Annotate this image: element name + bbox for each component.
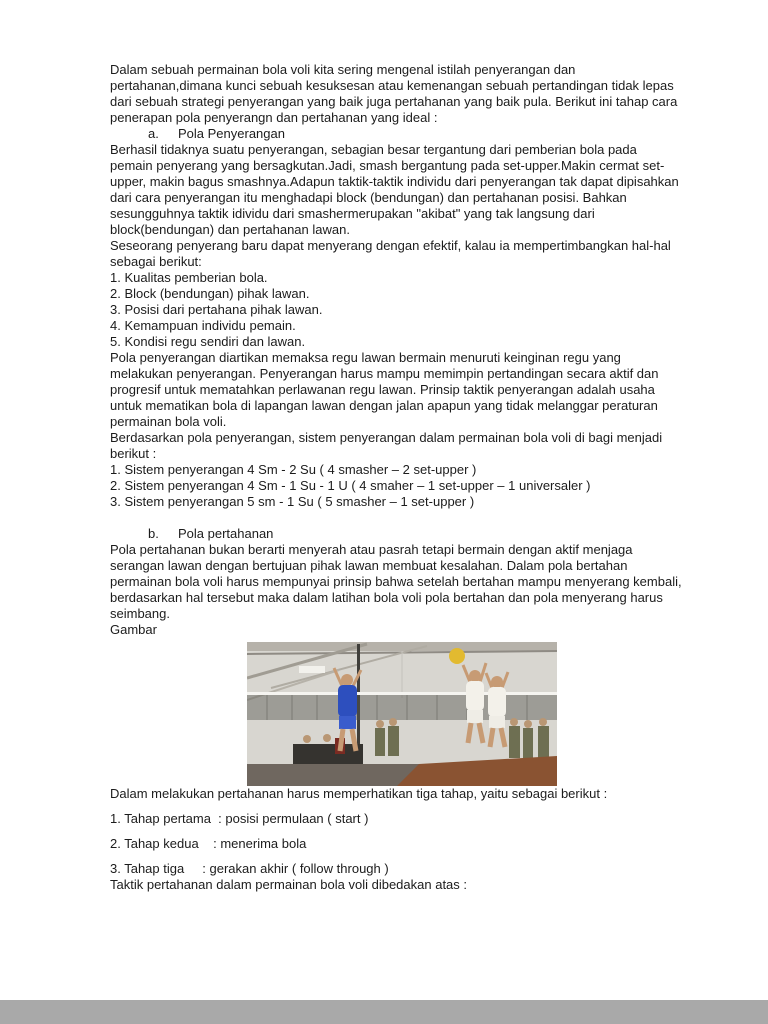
paragraph-attack-1: Berhasil tidaknya suatu penyerangan, sebagian besar tergantung dari pemberian bola pada pemain penyerang yang bersagkutan.Jadi, smash bergantung pada set-upper.Makin cermat set-upper, makin bagus smashnya.Adapun taktik-taktik individu dari penyerangan tak dapat dipisahkan dari cara penyerangan itu menghadapi block (bendungan) dan pertahanan posisi. Bahkan sesungguhnya taktik idividu dari smashermerupakan "akibat" yang tak langsung dari block(bendungan) dan pertahanan lawan.: [110, 142, 679, 237]
paragraph-attack-2: Seseorang penyerang baru dapat menyerang dengan efektif, kalau ia mempertimbangkan hal-hal sebagai berikut:: [110, 238, 671, 269]
defense-stage-item: 3. Tahap tiga : gerakan akhir ( follow through ): [110, 861, 389, 876]
volleyball-photo-illustration: [247, 642, 557, 786]
figure-label: Gambar: [110, 622, 157, 637]
paragraph-stages-intro: Dalam melakukan pertahanan harus memperhatikan tiga tahap, yaitu sebagai berikut :: [110, 786, 608, 801]
list-heading-b-label: Pola pertahanan: [178, 526, 274, 541]
attack-factor-item: 4. Kemampuan individu pemain.: [110, 318, 296, 333]
list-heading-a-label: Pola Penyerangan: [178, 126, 285, 141]
paragraph-berdasarkan: Berdasarkan pola penyerangan, sistem penyerangan dalam permainan bola voli di bagi menjadi berikut :: [110, 430, 663, 461]
attack-factors-list: [110, 270, 683, 350]
list-marker-a: a.: [148, 126, 159, 141]
attack-factor-item: 3. Posisi dari pertahana pihak lawan.: [110, 302, 323, 317]
attack-system-item: 3. Sistem penyerangan 5 sm - 1 Su ( 5 smasher – 1 set-upper ): [110, 494, 475, 509]
defense-stage-item: 1. Tahap pertama : posisi permulaan ( start ): [110, 811, 369, 826]
defense-stages-list: [110, 811, 683, 877]
attack-factor-item: 1. Kualitas pemberian bola.: [110, 270, 268, 285]
list-heading-b: [110, 526, 683, 542]
attack-factor-item: 5. Kondisi regu sendiri dan lawan.: [110, 334, 306, 349]
attack-factor-item: 2. Block (bendungan) pihak lawan.: [110, 286, 310, 301]
list-marker-b: b.: [148, 526, 159, 541]
attack-system-item: 2. Sistem penyerangan 4 Sm - 1 Su - 1 U ( 4 smaher – 1 set-upper – 1 universaler ): [110, 478, 591, 493]
volleyball-photo: [247, 642, 557, 786]
paragraph-defense: Pola pertahanan bukan berarti menyerah atau pasrah tetapi bermain dengan aktif menjaga serangan lawan dengan bertujuan pihak lawan membuat kesalahan. Dalam pola bertahan permainan bola voli harus mempunyai prinsip bahwa setelah bertahan mampu menyerang kembali, berdasarkan hal tersebut maka dalam latihan bola voli pola bertahan dan pola menyerang harus seimbang.: [110, 542, 682, 621]
defense-stage-item: 2. Tahap kedua : menerima bola: [110, 836, 307, 851]
list-heading-a: [110, 126, 683, 142]
attack-system-item: 1. Sistem penyerangan 4 Sm - 2 Su ( 4 smasher – 2 set-upper ): [110, 462, 477, 477]
paragraph-pola-penyerangan: Pola penyerangan diartikan memaksa regu lawan bermain menuruti keinginan regu yang melakukan penyerangan. Penyerangan harus mampu memimpin pertandingan secara aktif dan progresif untuk mematahkan perlawanan regu lawan. Prinsip taktik penyerangan adalah usaha untuk mematikan bola di lapangan lawan dengan jalan apapun yang tidak melanggar peraturan permainan bola voli.: [110, 350, 659, 429]
paragraph-intro: Dalam sebuah permainan bola voli kita sering mengenal istilah penyerangan dan pertahanan,dimana kunci sebuah kesuksesan atau kemenangan sebuah pertandingan tidak lepas dari sebuah strategi penyerangan yang baik juga pertahanan yang baik pula. Berikut ini tahap cara penerapan pola penyerangn dan pertahanan yang ideal :: [110, 62, 678, 125]
volleyball-ball: [449, 648, 465, 664]
paragraph-closing: Taktik pertahanan dalam permainan bola voli dibedakan atas :: [110, 877, 468, 892]
attack-systems-list: [110, 462, 683, 510]
